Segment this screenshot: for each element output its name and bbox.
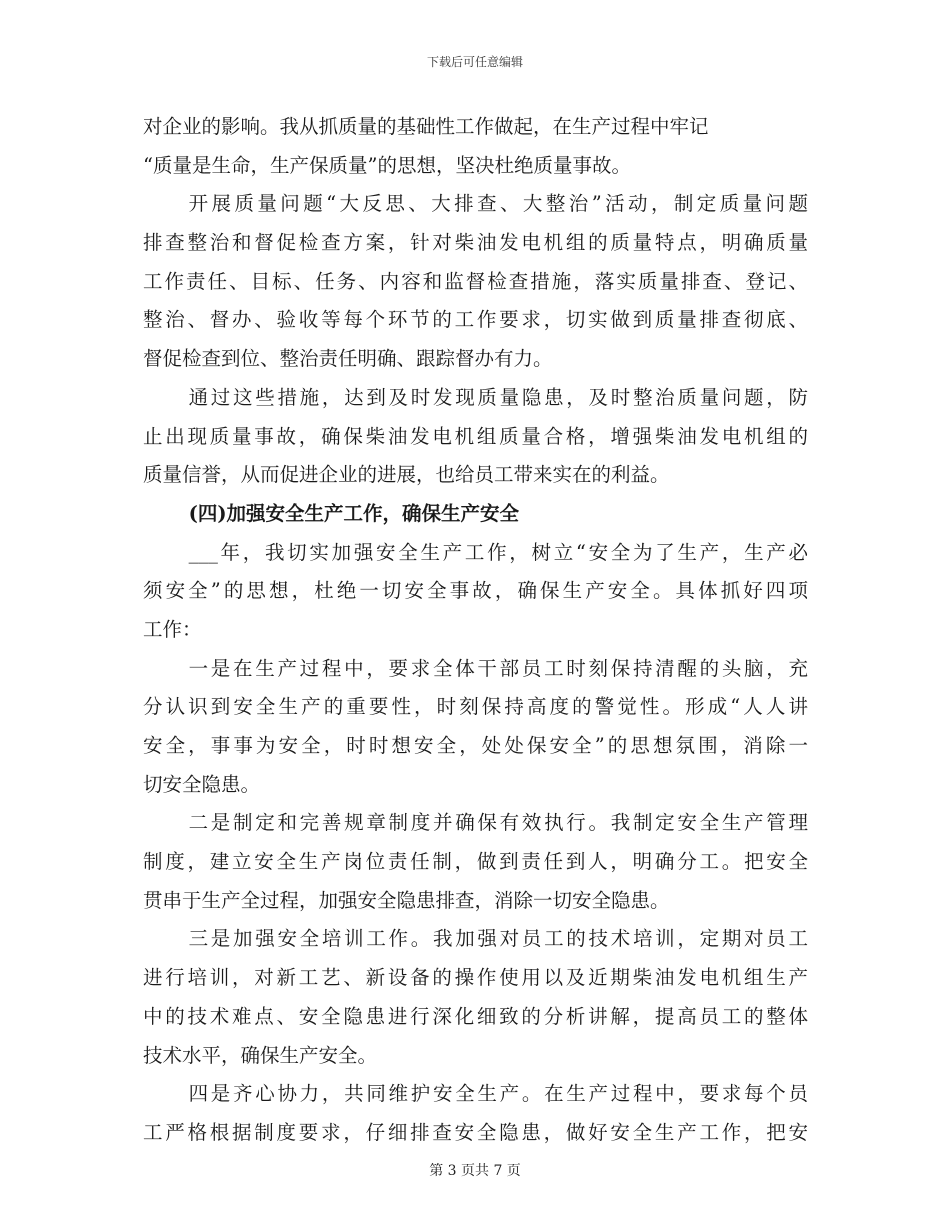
text-line: 四是齐心协力，共同维护安全生产。在生产过程中，要求每个员 <box>188 1082 808 1106</box>
text-line: 中的技术难点、安全隐患进行深化细致的分析讲解，提高员工的整体 <box>143 1004 808 1028</box>
text-line: 排查整治和督促检查方案，针对柴油发电机组的质量特点，明确质量 <box>143 231 808 255</box>
text-line: 质量信誉，从而促进企业的进展，也给员工带来实在的利益。 <box>143 463 670 487</box>
text-line: 督促检查到位、整治责任明确、跟踪督办有力。 <box>143 347 553 371</box>
page-footer: 第 3 页共 7 页 <box>429 1163 521 1179</box>
page-header: 下载后可任意编辑 <box>426 55 523 69</box>
text-line: ___年，我切实加强安全生产工作，树立“安全为了生产，生产必 <box>188 540 808 564</box>
text-line: 二是制定和完善规章制度并确保有效执行。我制定安全生产管理 <box>188 811 808 835</box>
text-line: 止出现质量事故，确保柴油发电机组质量合格，增强柴油发电机组的 <box>143 424 808 448</box>
text-line: 切安全隐患。 <box>143 772 261 796</box>
text-line: 技术水平，确保生产安全。 <box>143 1043 378 1067</box>
text-line: 工作： <box>143 617 202 641</box>
section-heading: (四)加强安全生产工作，确保生产安全 <box>188 501 520 525</box>
text-line: 通过这些措施，达到及时发现质量隐患，及时整治质量问题，防 <box>188 385 808 409</box>
text-line: 分认识到安全生产的重要性，时刻保持高度的警觉性。形成“人人讲 <box>143 695 808 719</box>
text-line: 安全，事事为安全，时时想安全，处处保安全”的思想氛围，消除一 <box>143 734 808 757</box>
text-line: 三是加强安全培训工作。我加强对员工的技术培训，定期对员工 <box>188 927 808 951</box>
text-line: 整治、督办、验收等每个环节的工作要求，切实做到质量排查彻底、 <box>143 308 808 332</box>
text-line: 制度，建立安全生产岗位责任制，做到责任到人，明确分工。把安全 <box>143 850 808 874</box>
text-line: 工严格根据制度要求，仔细排查安全隐患，做好安全生产工作，把安 <box>143 1120 808 1144</box>
text-line: 进行培训，对新工艺、新设备的操作使用以及近期柴油发电机组生产 <box>143 966 808 990</box>
text-line: 工作责任、目标、任务、内容和监督检查措施，落实质量排查、登记、 <box>143 269 808 293</box>
document-body <box>143 108 808 1153</box>
text-line: 须安全”的思想，杜绝一切安全事故，确保生产安全。具体抓好四项 <box>143 579 808 603</box>
text-line: 开展质量问题“大反思、大排查、大整治”活动，制定质量问题 <box>188 192 808 216</box>
text-line: 对企业的影响。我从抓质量的基础性工作做起，在生产过程中牢记 <box>143 115 709 138</box>
text-line: 一是在生产过程中，要求全体干部员工时刻保持清醒的头脑，充 <box>188 656 808 680</box>
text-line: 贯串于生产全过程，加强安全隐患排查，消除一切安全隐患。 <box>143 888 670 912</box>
text-line: “质量是生命，生产保质量”的思想，坚决杜绝质量事故。 <box>143 153 631 177</box>
